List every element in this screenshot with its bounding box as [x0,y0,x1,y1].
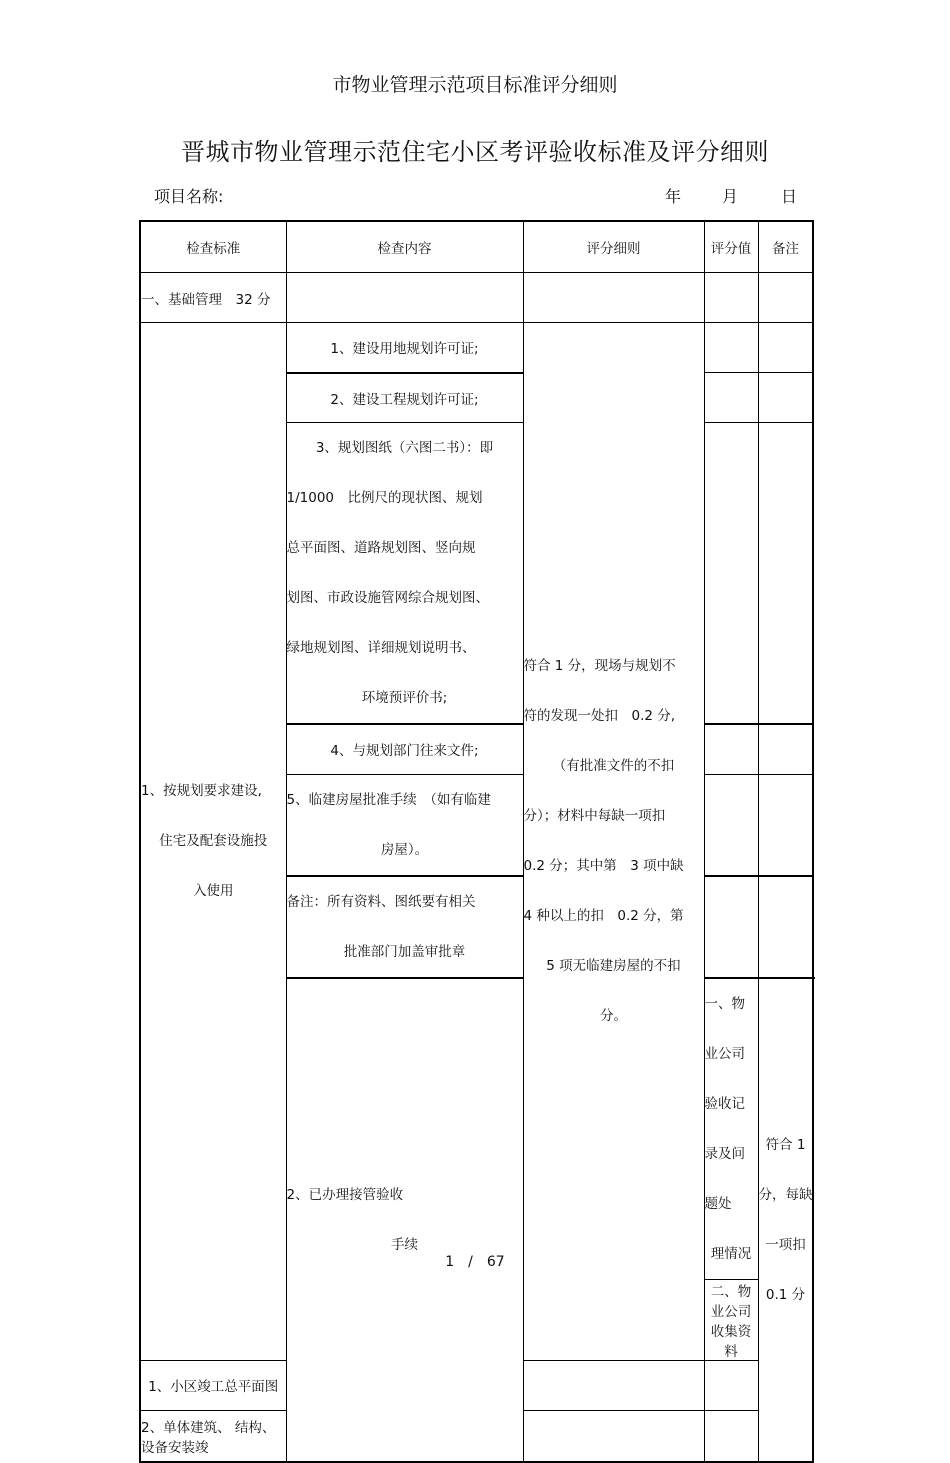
content-cell: 1、建设用地规划许可证; [286,323,523,373]
table-row [140,323,813,373]
content-line: 3、规划图纸（六图二书）：即 [315,440,494,456]
standard-line: 住宅及配套设施投 [159,833,268,850]
note-line: 备注：所有资料、图纸要有相关 [286,893,476,910]
score-cell [704,423,758,725]
scoring-cell [758,978,813,1463]
remark-cell [758,373,813,423]
column-header: 评分值 [704,221,758,273]
date-month-label: 月 [722,187,739,206]
remark-cell [758,273,813,323]
project-name-label: 项目名称: [154,187,224,206]
note-line: 批准部门加盖审批章 [343,943,466,960]
content-cell [286,423,523,725]
content-line: 5、临建房屋批准手续 （如有临建 [286,791,491,808]
running-header: 市物业管理示范项目标准评分细则 [332,74,618,96]
column-header: 检查内容 [286,221,523,273]
table-header-row [140,221,813,273]
date-day-label: 日 [781,187,798,206]
scoring-line: 符合 1 分，每缺一项扣 [758,1136,813,1253]
remark-cell [758,323,813,373]
standard-line: 入使用 [193,883,234,900]
date-year-label: 年 [665,187,682,206]
score-cell [704,373,758,423]
score-cell [704,273,758,323]
standard-line: 1、按规划要求建设, [141,783,262,800]
remark-cell [758,774,813,876]
score-cell [523,1410,704,1462]
content-cell: 4、与规划部门往来文件; [286,724,523,774]
scoring-line: 5 项无临建房屋的不扣 [546,958,681,975]
scoring-table [139,220,814,1463]
standard-cell [286,978,523,1463]
section-title: 一、基础管理 32 分 [140,273,286,323]
scoring-line: 4 种以上的扣 0.2 分，第 [523,908,684,925]
scoring-cell [523,323,704,1361]
content-line: 总平面图、道路规划图、竖向规 [286,540,476,556]
content-cell: 2、单体建筑、 结构、 设备安装竣 [140,1410,286,1462]
score-cell [704,323,758,373]
standard-line: 手续 [391,1236,418,1253]
table-row [140,273,813,323]
score-cell [704,876,758,978]
content-line: 理情况 [710,1245,752,1262]
remark-cell [704,1410,758,1462]
standard-cell [140,323,286,1361]
column-header: 评分细则 [523,221,704,273]
scoring-line: 0.1 分 [765,1286,806,1303]
content-line: 绿地规划图、详细规划说明书、 [286,640,476,656]
content-cell: 二、物业公司收集资料 [704,1279,758,1360]
score-cell [523,1360,704,1410]
standard-line: 2、已办理接管验收 [286,1186,404,1203]
score-cell [704,774,758,876]
scoring-line: 分。 [600,1008,627,1025]
column-header: 检查标准 [140,221,286,273]
note-cell [286,876,523,978]
page-number: 1 / 67 [445,1254,505,1270]
scoring-line: 符的发现一处扣 0.2 分, [523,708,676,725]
score-cell [704,724,758,774]
content-line: 房屋）。 [380,841,429,858]
column-header: 备注 [758,221,813,273]
content-line: 一、物业公司验收记录及问题处 [704,995,745,1212]
content-line: 划图、市政设施管网综合规划图、 [286,590,489,606]
scoring-line: （有批准文件的不扣 [552,758,675,775]
document-title: 晋城市物业管理示范住宅小区考评验收标准及评分细则 [181,138,769,166]
content-line: 环境预评价书; [361,690,448,706]
scoring-line: 符合 1 分，现场与规划不 [523,658,676,675]
empty-cell [523,273,704,323]
scoring-line: 0.2 分；其中第 3 项中缺 [523,858,684,875]
scoring-line: 分）；材料中每缺一项扣 [523,808,666,825]
content-cell [704,978,758,1280]
empty-cell [286,273,523,323]
content-line: 1/1000 比例尺的现状图、规划 [286,490,483,506]
remark-cell [704,1360,758,1410]
remark-cell [758,423,813,725]
content-cell [286,774,523,876]
content-cell: 1、小区竣工总平面图 [140,1360,286,1410]
remark-cell [758,724,813,774]
remark-cell [758,876,813,978]
content-cell: 2、建设工程规划许可证; [286,373,523,423]
